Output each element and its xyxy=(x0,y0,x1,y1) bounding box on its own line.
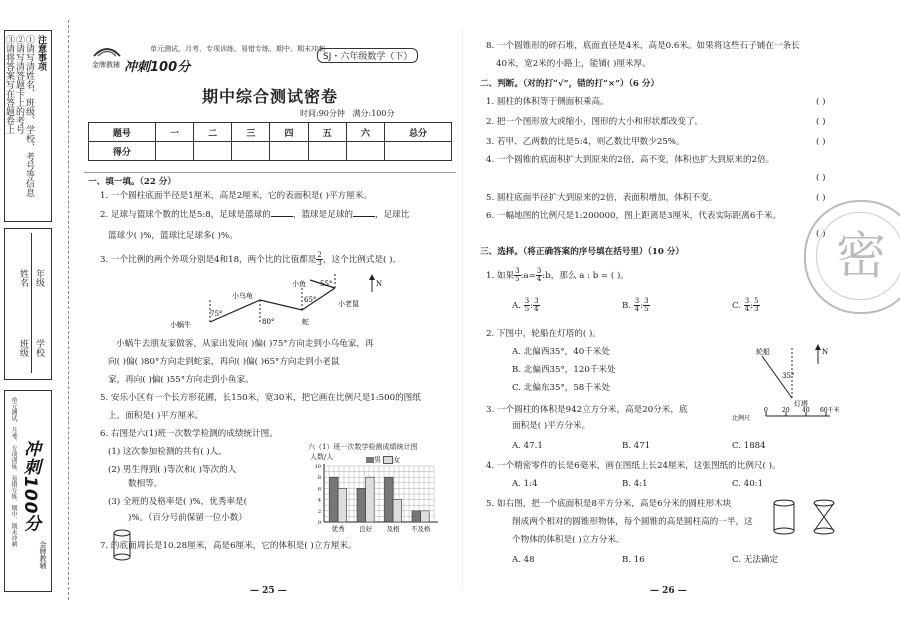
field-school: 学校 xyxy=(34,339,44,357)
question-2 xyxy=(100,208,409,221)
lighthouse-label: 灯塔 xyxy=(794,400,808,408)
x-tick-label: 优秀 xyxy=(331,525,345,533)
question-4-a: 小蜗牛去朋友家做客，从家出发向( )偏( )75°方向走到小乌龟家，再 xyxy=(116,339,374,349)
score-table xyxy=(88,122,452,161)
secret-stamp: 密 xyxy=(804,200,900,314)
legend-female: 女 xyxy=(393,456,401,464)
map-label-fish: 小鱼 xyxy=(292,280,306,288)
choice-5-opt-b[interactable]: B. 16 xyxy=(622,555,645,565)
angle-label: 35° xyxy=(782,372,795,380)
q2-text-c: ，足球比 xyxy=(375,210,410,220)
choice-1-b[interactable]: B. $\frac{3}{4}$ : $\frac{3}{5}$ xyxy=(622,297,649,313)
judge-paren[interactable]: ( ) xyxy=(816,97,826,107)
score-input[interactable] xyxy=(270,142,308,161)
ship-label: 轮船 xyxy=(756,348,770,356)
choice-5-b: 削成两个相对的圆锥形物体，每个圆锥的高是圆柱高的一半，这 xyxy=(512,517,753,527)
map-label-north: N xyxy=(376,280,383,288)
choice-3-a: 3. 一个圆柱的体积是942立方分米，高是20分米，底 xyxy=(486,405,688,415)
book-logo-icon xyxy=(92,38,122,60)
notice-3: ③请将答案写在答题卷上 xyxy=(4,35,14,134)
choice-1: 1. 如果 $\frac{3}{5}$ :a= $\frac{3}{4}$ :b，那么 a : b = ( )。 xyxy=(486,267,629,283)
judge-2: 2. 把一个图形放大或缩小，图形的大小和形状都改变了。 xyxy=(486,117,704,127)
scale-tick: 40 xyxy=(802,407,810,414)
choice-5-opt-a[interactable]: A. 48 xyxy=(512,555,535,565)
question-5-b: 上，面积是( )平方厘米。 xyxy=(108,411,204,421)
score-input[interactable] xyxy=(308,142,346,161)
c1-stem: 1. 如果 xyxy=(486,271,515,281)
bar-男-良好 xyxy=(357,488,366,522)
ship-lighthouse-figure xyxy=(730,340,850,426)
student-info-box xyxy=(4,228,52,380)
question-2-cont: 篮球少( )%，篮球比足球多( )%。 xyxy=(108,231,238,241)
choice-5-opt-c[interactable]: C. 无法确定 xyxy=(732,555,779,565)
y-tick-label: 0 xyxy=(317,520,321,526)
score-cell: 得分 xyxy=(89,142,156,161)
numerator: 2 xyxy=(317,251,322,259)
brand-name: 金牌教辅 xyxy=(92,61,120,69)
choice-5-a: 5. 如右图，把一个底面积是8平方分米，高是6分米的圆柱形木块 xyxy=(486,499,732,509)
score-cell: 六 xyxy=(346,123,384,142)
map-label-turtle: 小乌龟 xyxy=(232,292,253,300)
divider xyxy=(84,172,456,173)
exam-meta xyxy=(300,108,394,119)
section-2-title: 二、判断。（对的打“√”，错的打“×”）（6 分） xyxy=(480,79,660,89)
c1-mid: ，那么 a : b = ( )。 xyxy=(550,271,629,281)
choice-2-a[interactable]: A. 北偏西35°，40千米处 xyxy=(512,347,610,357)
answer-blank[interactable] xyxy=(353,208,375,217)
scale-tick: 20 xyxy=(782,407,790,414)
score-cell: 二 xyxy=(194,123,232,142)
question-6-2b: 数相等。 xyxy=(128,479,163,489)
choice-4-opt-c[interactable]: C. 40:1 xyxy=(732,479,764,489)
judge-5: 5. 圆柱底面半径扩大到原来的2倍，表面积增加，体积不变。 xyxy=(486,193,718,203)
y-tick-label: 4 xyxy=(317,497,321,504)
section-3-title: 三、选择。（将正确答案的序号填在括号里）（10 分） xyxy=(480,247,685,257)
question-3 xyxy=(100,252,401,267)
score-input[interactable] xyxy=(385,142,452,161)
judge-paren[interactable]: ( ) xyxy=(816,229,826,239)
map-angle: 80° xyxy=(262,318,275,326)
section-1-title: 一、填一填。（22 分） xyxy=(88,177,176,187)
score-value-row xyxy=(89,142,452,161)
y-tick-label: 2 xyxy=(317,508,321,515)
map-angle: 75° xyxy=(210,310,223,318)
score-cell: 总分 xyxy=(385,123,452,142)
judge-paren[interactable]: ( ) xyxy=(816,193,826,203)
choice-4-opt-a[interactable]: A. 1:4 xyxy=(512,479,538,489)
judge-paren[interactable]: ( ) xyxy=(816,137,826,147)
question-5-a: 5. 安乐小区有一个长方形花圃，长150米，宽30米，把它画在比例尺是1:500的图纸 xyxy=(100,393,421,403)
scale-tick: 0 xyxy=(764,407,768,414)
q2-text-a: 2. 足球与篮球个数的比是5:8，足球是篮球的 xyxy=(100,210,271,220)
notice-1: ①请写清姓名、班级、学校、考号等信息 xyxy=(24,35,34,197)
score-input[interactable] xyxy=(155,142,193,161)
map-angle: 55° xyxy=(320,280,333,288)
tagline: 单元测试、月考、专项训练、易错专练、期中、期末冲刺 xyxy=(150,45,325,53)
choice-1-c[interactable]: C. $\frac{3}{4}$ : $\frac{5}{3}$ xyxy=(732,297,759,313)
vertical-logo: 冲刺100分 xyxy=(20,440,40,533)
binding-strip xyxy=(0,0,80,618)
choice-2-c[interactable]: C. 北偏东35°，58千米处 xyxy=(512,383,611,393)
judge-4: 4. 一个圆锥的底面积扩大到原来的2倍，高不变，体积也扩大到原来的2倍。 xyxy=(486,155,775,165)
question-8-b: 40米，宽2米的小路上，能铺( )厘米厚。 xyxy=(496,59,651,69)
north-label: N xyxy=(822,348,829,356)
page-number-right: — 26 — xyxy=(650,586,687,596)
bar-男-不及格 xyxy=(412,511,421,522)
score-cell: 五 xyxy=(308,123,346,142)
x-tick-label: 及格 xyxy=(386,525,400,533)
y-tick-label: 8 xyxy=(317,475,321,482)
chart-title: 六（1）班一次数学检测成绩统计图 xyxy=(308,443,418,451)
choice-3-opt-b[interactable]: B. 471 xyxy=(622,441,651,451)
y-tick-label: 10 xyxy=(314,464,321,470)
question-6: 6. 右图是六(1)班一次数学检测的成绩统计图。 xyxy=(100,429,278,439)
map-label-mouse: 小老鼠 xyxy=(338,300,359,308)
page-divider xyxy=(462,30,463,590)
notice-2: ②请写清答题卡上的考号 xyxy=(14,35,24,134)
judge-6: 6. 一幅地图的比例尺是1:200000，图上距离是3厘米，代表实际距离6千米。 xyxy=(486,211,782,221)
choice-3-opt-a[interactable]: A. 47.1 xyxy=(512,441,543,451)
q3-text-b: ，这个比例式是( )。 xyxy=(322,255,402,265)
judge-paren[interactable]: ( ) xyxy=(816,173,826,183)
scale-tick: 60千米 xyxy=(820,407,840,414)
judge-1: 1. 圆柱的体积等于侧面积乘高。 xyxy=(486,97,609,107)
grade-badge: SJ・六年级数学（下） xyxy=(317,48,418,63)
field-grade: 年级 xyxy=(34,269,44,287)
question-6-2a: (2) 男生得到( )等次和( )等次的人 xyxy=(108,465,237,475)
bar-女-不及格 xyxy=(421,511,430,522)
scale-label: 比例尺 xyxy=(732,415,751,422)
exam-full-score: 满分:100分 xyxy=(352,109,395,118)
score-input[interactable] xyxy=(194,142,232,161)
ad-text: 单元测试、月考、专项训练、易错专练、期中、期末冲刺 xyxy=(10,397,17,547)
denominator: 3 xyxy=(317,259,322,267)
bar-女-及格 xyxy=(393,500,402,522)
score-cell: 三 xyxy=(232,123,270,142)
choice-4: 4. 一个精密零件的长是6毫米，画在图纸上长24厘米，这张图纸的比例尺( )。 xyxy=(486,461,781,471)
cylinder-cone-figure xyxy=(770,498,840,538)
map-angle: 65° xyxy=(304,296,317,304)
choice-3-b: 面积是( )平方分米。 xyxy=(512,421,591,431)
cut-line xyxy=(68,20,69,600)
route-map xyxy=(170,272,390,334)
bar-女-良好 xyxy=(366,477,375,522)
map-label-snail: 小蜗牛 xyxy=(170,321,191,329)
judge-paren[interactable]: ( ) xyxy=(816,117,826,127)
choice-4-opt-b[interactable]: B. 4:1 xyxy=(622,479,648,489)
question-4-c: 家，再向( )偏( )55°方向走到小鱼家。 xyxy=(108,375,254,385)
choice-3-opt-c[interactable]: C. 1884 xyxy=(732,441,766,451)
logo-text: 冲刺100分 xyxy=(124,60,191,75)
q2-text-b: ，篮球是足球的 xyxy=(292,210,354,220)
score-cell: 题号 xyxy=(89,123,156,142)
bar-chart xyxy=(310,462,455,534)
question-1: 1. 一个圆柱底面半径是1厘米，高是2厘米，它的表面积是( )平方厘米。 xyxy=(100,191,372,201)
score-cell: 一 xyxy=(155,123,193,142)
brand-small: 金牌教辅 xyxy=(39,541,47,569)
y-tick-label: 6 xyxy=(317,486,321,493)
choice-2: 2. 下图中，轮船在灯塔的( )。 xyxy=(486,329,601,339)
bar-女-优秀 xyxy=(338,488,347,522)
score-header-row xyxy=(89,123,452,142)
question-8-a: 8. 一个圆锥形的碎石堆，底面直径是4米，高是0.6米。如果将这些石子铺在一条长 xyxy=(486,41,800,51)
question-6-3b: )%。（百分号前保留一位小数） xyxy=(128,513,247,523)
q3-text-a: 3. 一个比例的两个外项分别是4和18，两个比的比值都是 xyxy=(100,255,317,265)
notice-title: 注意事项 xyxy=(36,35,46,71)
judge-3: 3. 若甲、乙两数的比是5:4，则乙数比甲数少25%。 xyxy=(486,137,685,147)
score-input[interactable] xyxy=(346,142,384,161)
question-6-3a: (3) 全班的及格率是( )%，优秀率是( xyxy=(108,497,247,507)
map-label-snake: 蛇 xyxy=(302,318,309,326)
question-4-b: 向( )偏( )80°方向走到蛇家，再向( )偏( )65°方向走到小老鼠 xyxy=(108,357,340,367)
score-input[interactable] xyxy=(232,142,270,161)
score-cell: 四 xyxy=(270,123,308,142)
notice-box xyxy=(4,30,52,222)
answer-blank[interactable] xyxy=(271,208,293,217)
chart-ylabel: 人数/人 xyxy=(310,453,334,461)
field-class: 班级 xyxy=(18,339,28,357)
question-7: 7. 的底面周长是10.28厘米，高是6厘米，它的体积是( )立方厘米。 xyxy=(100,541,357,551)
bar-男-及格 xyxy=(385,477,394,522)
page-title: 期中综合测试密卷 xyxy=(201,87,338,106)
question-6-1: (1) 这次参加检测的共有( )人。 xyxy=(108,447,227,457)
choice-2-b[interactable]: B. 北偏西35°，120千米处 xyxy=(512,365,616,375)
choice-1-a[interactable]: A. $\frac{3}{5}$ : $\frac{3}{4}$ xyxy=(512,297,539,313)
x-tick-label: 良好 xyxy=(359,525,373,533)
bar-男-优秀 xyxy=(330,477,339,522)
exam-time: 时间:90分钟 xyxy=(300,109,345,118)
legend-male: 男 xyxy=(374,456,381,464)
page-number-left: — 25 — xyxy=(250,586,287,596)
choice-5-c: 个物体的体积是( )立方分米。 xyxy=(512,535,625,545)
field-name: 姓名 xyxy=(18,269,28,287)
x-tick-label: 不及格 xyxy=(410,525,431,533)
